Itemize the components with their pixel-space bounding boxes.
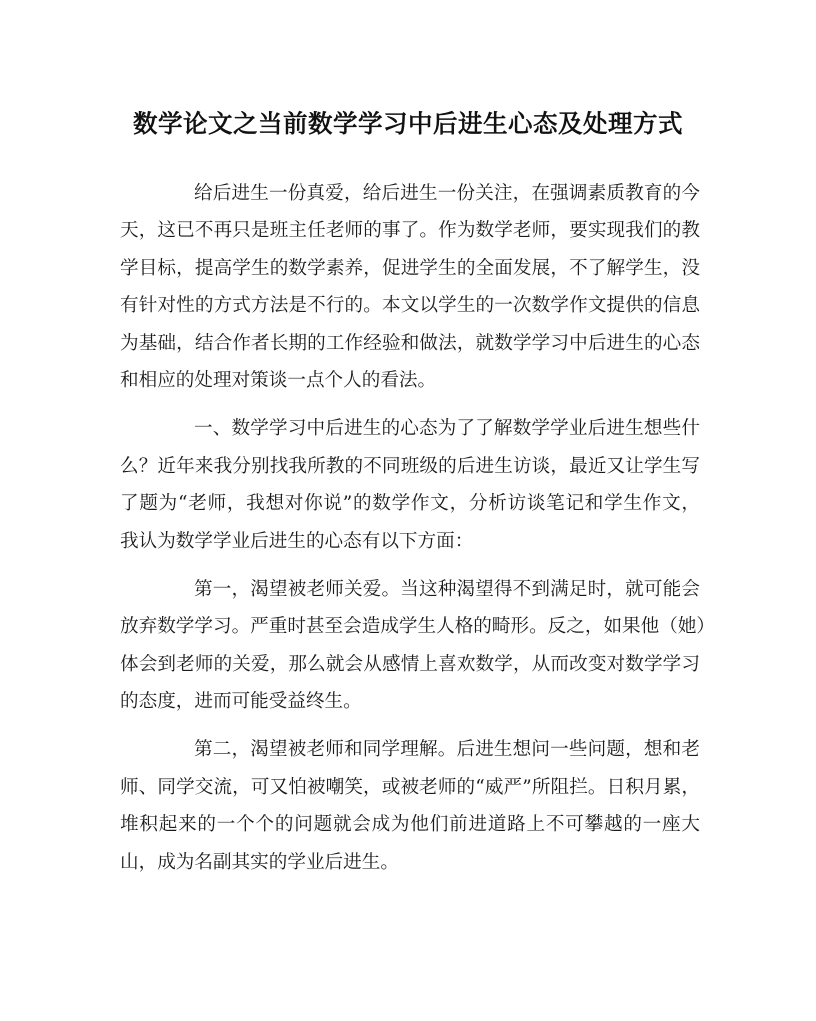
paragraph-line: 堆积起来的一个个的问题就会成为他们前进道路上不可攀越的一座大 [120, 814, 700, 836]
paragraph-line: 学目标，提高学生的数学素养，促进学生的全面发展，不了解学生，没 [120, 257, 700, 279]
paragraph-line: 和相应的处理对策谈一点个人的看法。 [120, 369, 437, 391]
paragraph-line: 有针对性的方式方法是不行的。本文以学生的一次数学作文提供的信息 [120, 295, 700, 317]
paragraph-line: 么？近年来我分别找我所教的不同班级的后进生访谈，最近又让学生写 [120, 455, 700, 477]
paragraph-line: 第二，渴望被老师和同学理解。后进生想问一些问题，想和老 [194, 739, 700, 761]
paragraph-line: 第一，渴望被老师关爱。当这种渴望得不到满足时，就可能会 [194, 578, 700, 600]
document-title: 数学论文之当前数学学习中后进生心态及处理方式 [133, 109, 683, 138]
paragraph-line: 为基础，结合作者长期的工作经验和做法，就数学学习中后进生的心态 [120, 332, 700, 354]
paragraph-line: 一、数学学习中后进生的心态为了了解数学学业后进生想些什 [194, 418, 700, 440]
paragraph-intro [120, 175, 700, 399]
paragraph-line: 体会到老师的关爱，那么就会从感情上喜欢数学，从而改变对数学学习 [120, 653, 700, 675]
paragraph-line: 师、同学交流，可又怕被嘲笑，或被老师的“威严”所阻拦。日积月累， [120, 776, 700, 798]
paragraph-line: 给后进生一份真爱，给后进生一份关注，在强调素质教育的今 [194, 183, 700, 204]
paragraph-line: 了题为“老师，我想对你说”的数学作文，分析访谈笔记和学生作文， [120, 493, 700, 515]
paragraph-point-one [120, 571, 716, 721]
paragraph-line: 山，成为名副其实的学业后进生。 [120, 851, 399, 873]
paragraph-line: 天，这已不再只是班主任老师的事了。作为数学老师，要实现我们的教 [120, 220, 700, 242]
paragraph-line: 的态度，进而可能受益终生。 [120, 691, 362, 713]
paragraph-point-two [120, 731, 700, 881]
paragraph-line: 放弃数学学习。严重时甚至会造成学生人格的畸形。反之，如果他（她） [120, 616, 716, 638]
paragraph-section-one [120, 410, 700, 560]
paragraph-line: 我认为数学学业后进生的心态有以下方面： [120, 530, 474, 552]
document-body [120, 175, 716, 892]
